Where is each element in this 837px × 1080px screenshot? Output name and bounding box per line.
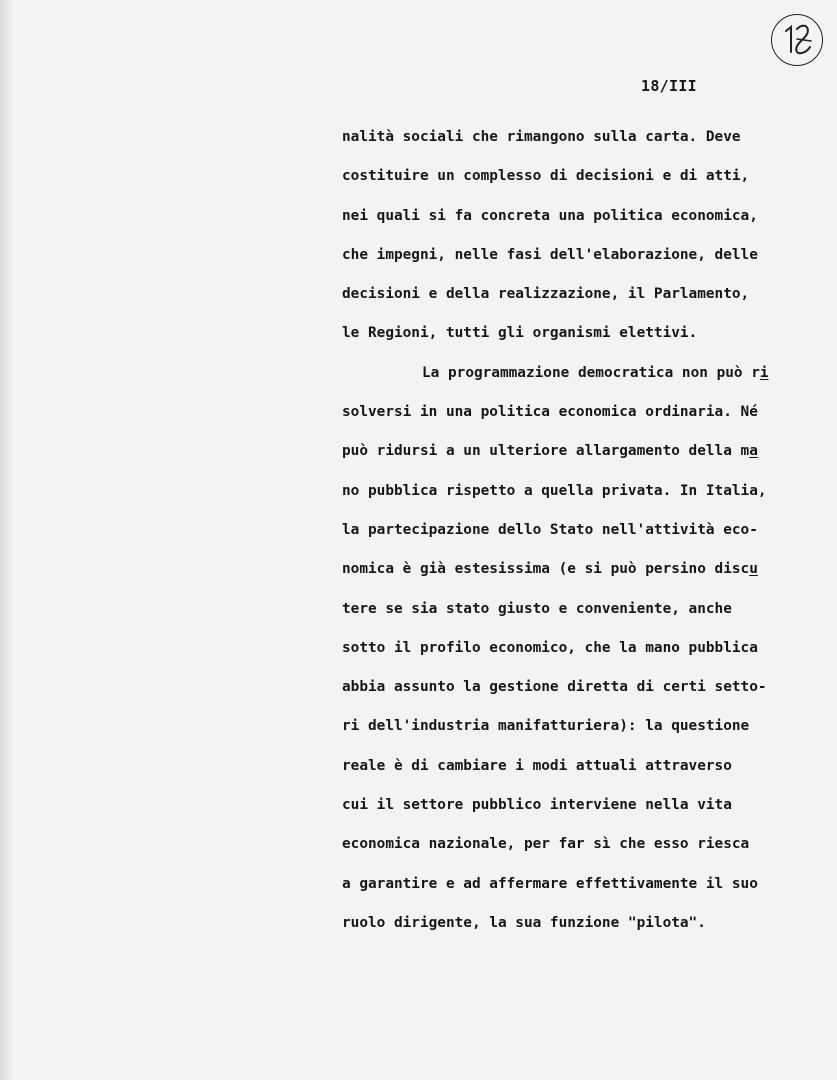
handwritten-page-number-stamp <box>771 14 823 66</box>
paragraph-start-line: La programmazione democratica non può ri <box>422 364 769 381</box>
text-line: ri dell'industria manifatturiera): la questione <box>342 718 750 735</box>
text-line: a garantire e ad affermare effettivamente il suo <box>342 875 758 892</box>
text-line: sotto il profilo economico, che la mano pubblica <box>342 639 758 656</box>
text-line: abbia assunto la gestione diretta di certi setto- <box>342 679 767 696</box>
text-line: la partecipazione dello Stato nell'attività eco- <box>342 521 758 538</box>
text-line: che impegni, nelle fasi dell'elaborazione, delle <box>342 246 758 263</box>
page-reference: 18/III <box>641 77 697 95</box>
text-line: cui il settore pubblico interviene nella vita <box>342 797 732 814</box>
text-line: le Regioni, tutti gli organismi elettivi. <box>342 325 698 342</box>
text-line: costituire un complesso di decisioni e di atti, <box>342 168 750 185</box>
text-line: decisioni e della realizzazione, il Parlamento, <box>342 286 750 303</box>
text-line: solversi in una politica economica ordinaria. Né <box>342 404 758 421</box>
text-line: nei quali si fa concreta una politica economica, <box>342 207 758 224</box>
page-edge-shadow <box>0 0 14 1080</box>
text-line: nomica è già estesissima (e si può persino discu <box>342 561 758 578</box>
text-line: tere se sia stato giusto e conveniente, anche <box>342 600 732 617</box>
text-line: reale è di cambiare i modi attuali attraverso <box>342 757 732 774</box>
text-line: può ridursi a un ulteriore allargamento della ma <box>342 443 758 460</box>
text-line: no pubblica rispetto a quella privata. In Italia, <box>342 482 767 499</box>
text-line: economica nazionale, per far sì che esso riesca <box>342 836 750 853</box>
text-line: ruolo dirigente, la sua funzione "pilota". <box>342 914 706 931</box>
body-text <box>342 126 832 951</box>
text-line: nalità sociali che rimangono sulla carta. Deve <box>342 129 741 145</box>
handwritten-number-icon <box>772 15 822 65</box>
